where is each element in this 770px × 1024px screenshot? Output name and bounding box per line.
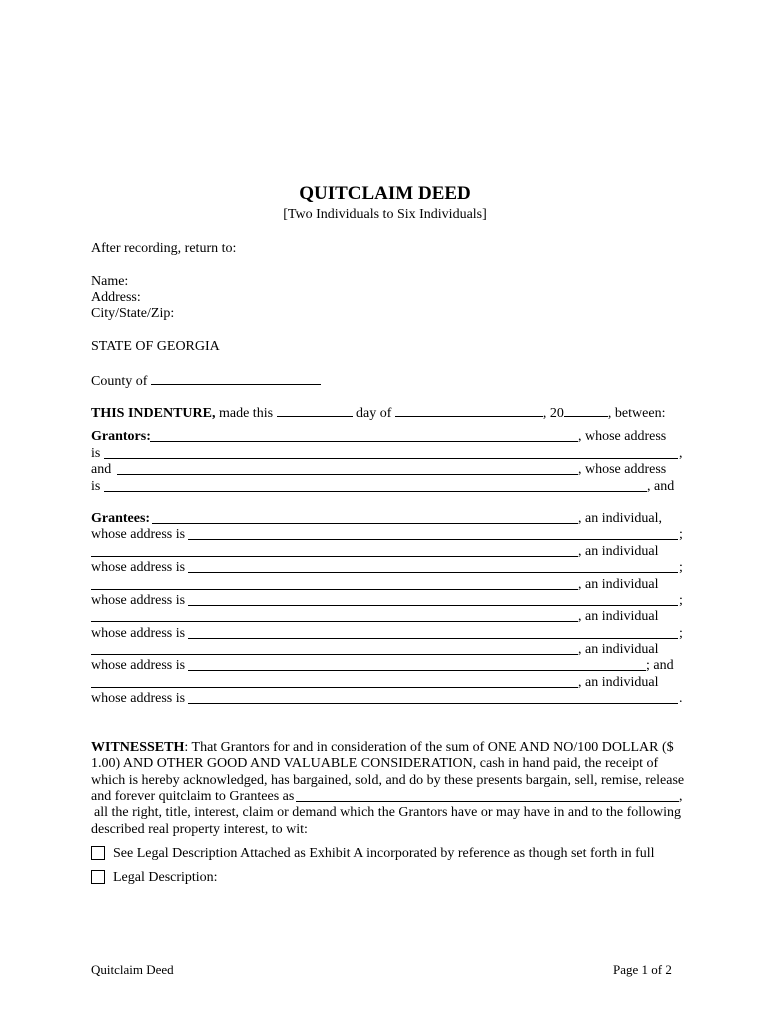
- address-label: Address:: [91, 290, 141, 305]
- grantee-5-individual-text: , an individual: [578, 642, 659, 657]
- grantor-1-comma: ,: [679, 446, 683, 461]
- grantee-4-address-label: whose address is: [91, 626, 186, 641]
- grantee-2-address-field[interactable]: [188, 572, 678, 573]
- year-field[interactable]: [564, 404, 608, 417]
- grantee-5-semicolon-and: ; and: [646, 658, 674, 673]
- grantee-4-name-field[interactable]: [91, 621, 578, 622]
- grantor-2-address-field[interactable]: [104, 491, 647, 492]
- witnesseth-line-2: 1.00) AND OTHER GOOD AND VALUABLE CONSIDERATION, cash in hand paid, the receipt of: [91, 756, 659, 771]
- witnesseth-line-3: which is hereby acknowledged, has bargained, sold, and do by these presents bargain, sell, remise, release: [91, 773, 685, 788]
- grantee-1-address-label: whose address is: [91, 527, 186, 542]
- grantee-1-address-field[interactable]: [188, 539, 678, 540]
- grantee-3-address-field[interactable]: [188, 605, 678, 606]
- grantor-2-and-end: , and: [647, 479, 675, 494]
- witnesseth-line-6: described real property interest, to wit:: [91, 822, 308, 837]
- grantee-3-name-field[interactable]: [91, 589, 578, 590]
- witnesseth-line-1-text: : That Grantors for and in consideration of the sum of ONE AND NO/100 DOLLAR ($: [184, 740, 674, 755]
- grantor-2-name-field[interactable]: [117, 474, 578, 475]
- indenture-lead: THIS INDENTURE,: [91, 406, 216, 421]
- between-text: , between:: [607, 406, 666, 421]
- county-label: County of: [91, 374, 148, 389]
- indenture-row: [91, 404, 665, 422]
- grantee-6-period: .: [679, 691, 683, 706]
- county-row: [91, 372, 321, 390]
- grantee-2-name-field[interactable]: [91, 556, 578, 557]
- grantor-2-is-text: is: [91, 479, 101, 494]
- county-field[interactable]: [151, 372, 321, 385]
- made-this-text: made this: [218, 406, 274, 421]
- day-of-text: day of: [356, 406, 392, 421]
- grantee-1-semicolon: ;: [679, 527, 683, 542]
- grantee-4-address-field[interactable]: [188, 638, 678, 639]
- state-heading: STATE OF GEORGIA: [91, 339, 220, 354]
- month-field[interactable]: [395, 404, 543, 417]
- grantor-2-address-text: , whose address: [578, 462, 667, 477]
- grantor-1-address-field[interactable]: [104, 458, 678, 459]
- witnesseth-line-5: all the right, title, interest, claim or demand which the Grantors have or may have in and to the following: [94, 805, 682, 820]
- exhibit-a-checkbox[interactable]: [91, 846, 105, 860]
- witnesseth-line-1: [91, 740, 674, 756]
- grantee-4-semicolon: ;: [679, 626, 683, 641]
- grantee-6-individual-text: , an individual: [578, 675, 659, 690]
- legal-description-label: Legal Description:: [113, 870, 218, 885]
- grantee-1-name-field[interactable]: [152, 523, 578, 524]
- day-field[interactable]: [277, 404, 353, 417]
- exhibit-a-label: See Legal Description Attached as Exhibit A incorporated by reference as though set forth in full: [113, 846, 655, 861]
- footer-page-number: Page 1 of 2: [613, 962, 672, 977]
- return-label: After recording, return to:: [91, 241, 237, 256]
- grantor-and-text: and: [91, 462, 112, 477]
- grantee-6-address-label: whose address is: [91, 691, 186, 706]
- grantee-3-address-label: whose address is: [91, 593, 186, 608]
- document-subtitle: [Two Individuals to Six Individuals]: [283, 207, 487, 222]
- grantee-4-individual-text: , an individual: [578, 609, 659, 624]
- city-state-zip-label: City/State/Zip:: [91, 306, 175, 321]
- grantee-tenancy-field[interactable]: [296, 801, 679, 802]
- footer-document-name: Quitclaim Deed: [91, 962, 174, 977]
- legal-description-checkbox[interactable]: [91, 870, 105, 884]
- name-label: Name:: [91, 274, 129, 289]
- grantee-2-individual-text: , an individual: [578, 544, 659, 559]
- grantees-label: Grantees:: [91, 511, 151, 526]
- grantee-5-address-label: whose address is: [91, 658, 186, 673]
- grantor-1-is-text: is: [91, 446, 101, 461]
- witnesseth-lead: WITNESSETH: [91, 740, 185, 755]
- grantor-1-name-field[interactable]: [150, 441, 578, 442]
- document-title: QUITCLAIM DEED: [299, 183, 471, 204]
- grantee-6-name-field[interactable]: [91, 687, 578, 688]
- grantors-label: Grantors:: [91, 429, 151, 444]
- witnesseth-line-4-comma: ,: [679, 789, 683, 804]
- grantee-2-address-label: whose address is: [91, 560, 186, 575]
- grantor-1-address-text: , whose address: [578, 429, 667, 444]
- grantee-3-semicolon: ;: [679, 593, 683, 608]
- grantee-2-semicolon: ;: [679, 560, 683, 575]
- grantee-5-address-field[interactable]: [188, 670, 646, 671]
- witnesseth-line-4: and forever quitclaim to Grantees as: [91, 789, 295, 804]
- grantee-6-address-field[interactable]: [188, 703, 678, 704]
- year-prefix-text: , 20: [542, 406, 564, 421]
- grantee-3-individual-text: , an individual: [578, 577, 659, 592]
- grantee-1-individual-text: , an individual,: [578, 511, 662, 526]
- grantee-5-name-field[interactable]: [91, 654, 578, 655]
